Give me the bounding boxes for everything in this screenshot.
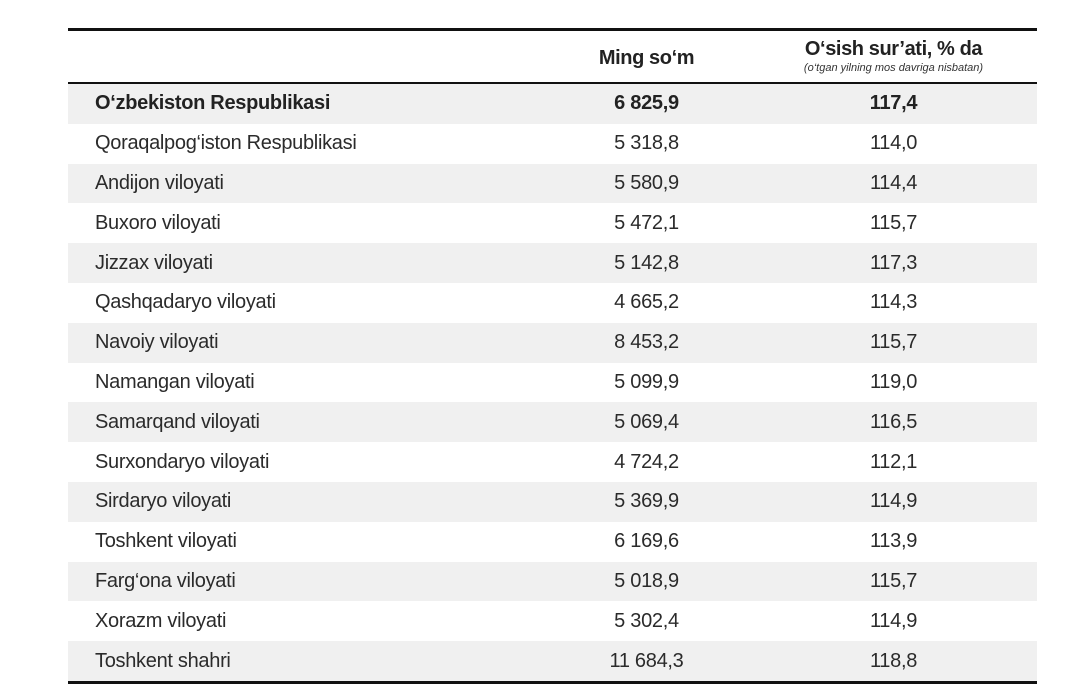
row-rate: 119,0	[869, 370, 918, 393]
row-rate: 115,7	[869, 211, 918, 234]
table-row	[68, 323, 1037, 363]
table-row-total	[68, 84, 1037, 124]
table-row	[68, 243, 1037, 283]
row-value: 5 018,9	[614, 569, 679, 592]
table-row	[68, 522, 1037, 562]
row-rate: 114,0	[869, 132, 918, 155]
row-rate: 114,9	[869, 490, 918, 513]
row-rate: 113,9	[869, 530, 918, 553]
row-name: Toshkent viloyati	[95, 530, 237, 553]
regional-table	[68, 28, 1037, 684]
table-row	[68, 482, 1037, 522]
row-rate: 116,5	[869, 410, 918, 433]
header-rate-note: (o‘tgan yilning mos davriga nisbatan)	[803, 62, 984, 74]
row-rate: 117,3	[869, 251, 918, 274]
row-value: 4 724,2	[614, 450, 679, 473]
row-name: Qoraqalpog‘iston Respublikasi	[95, 132, 357, 155]
table-row	[68, 283, 1037, 323]
table-row	[68, 402, 1037, 442]
row-rate: 115,7	[869, 569, 918, 592]
row-name: Sirdaryo viloyati	[95, 490, 232, 513]
row-rate: 114,4	[869, 171, 918, 194]
row-name: Jizzax viloyati	[95, 251, 213, 274]
row-name: Navoiy viloyati	[95, 331, 219, 354]
row-rate: 118,8	[869, 649, 918, 672]
row-rate: 114,3	[869, 291, 918, 314]
row-value: 5 369,9	[614, 490, 679, 513]
table-row	[68, 601, 1037, 641]
row-value: 5 302,4	[614, 609, 679, 632]
row-value: 5 069,4	[614, 410, 679, 433]
table-row	[68, 641, 1037, 681]
row-value: 6 825,9	[614, 92, 679, 115]
header-rate-title: O‘sish sur’ati, % da	[804, 38, 983, 60]
table-row	[68, 164, 1037, 204]
row-value: 11 684,3	[609, 649, 684, 672]
row-value: 8 453,2	[614, 331, 679, 354]
row-rate: 115,7	[869, 331, 918, 354]
row-value: 4 665,2	[614, 291, 679, 314]
row-name: Andijon viloyati	[95, 171, 224, 194]
table-row	[68, 203, 1037, 243]
row-name: O‘zbekiston Respublikasi	[95, 92, 331, 115]
row-value: 5 142,8	[614, 251, 679, 274]
row-name: Buxoro viloyati	[95, 211, 221, 234]
row-value: 5 472,1	[614, 211, 679, 234]
row-rate: 117,4	[869, 92, 918, 115]
row-name: Toshkent shahri	[95, 649, 231, 672]
row-value: 5 099,9	[614, 370, 679, 393]
row-rate: 114,9	[869, 609, 918, 632]
row-value: 5 318,8	[614, 132, 679, 155]
row-value: 6 169,6	[614, 530, 679, 553]
table-row	[68, 442, 1037, 482]
row-name: Qashqadaryo viloyati	[95, 291, 276, 314]
table-row	[68, 124, 1037, 164]
row-name: Surxondaryo viloyati	[95, 450, 270, 473]
bottom-rule	[68, 681, 1037, 684]
row-name: Samarqand viloyati	[95, 410, 260, 433]
row-name: Xorazm viloyati	[95, 609, 227, 632]
header-rate	[750, 31, 1037, 75]
row-value: 5 580,9	[614, 171, 679, 194]
table-row	[68, 562, 1037, 602]
table-header	[68, 31, 1037, 84]
row-name: Farg‘ona viloyati	[95, 569, 236, 592]
row-rate: 112,1	[869, 450, 918, 473]
table-row	[68, 363, 1037, 403]
header-value: Ming so‘m	[598, 47, 695, 69]
row-name: Namangan viloyati	[95, 370, 255, 393]
